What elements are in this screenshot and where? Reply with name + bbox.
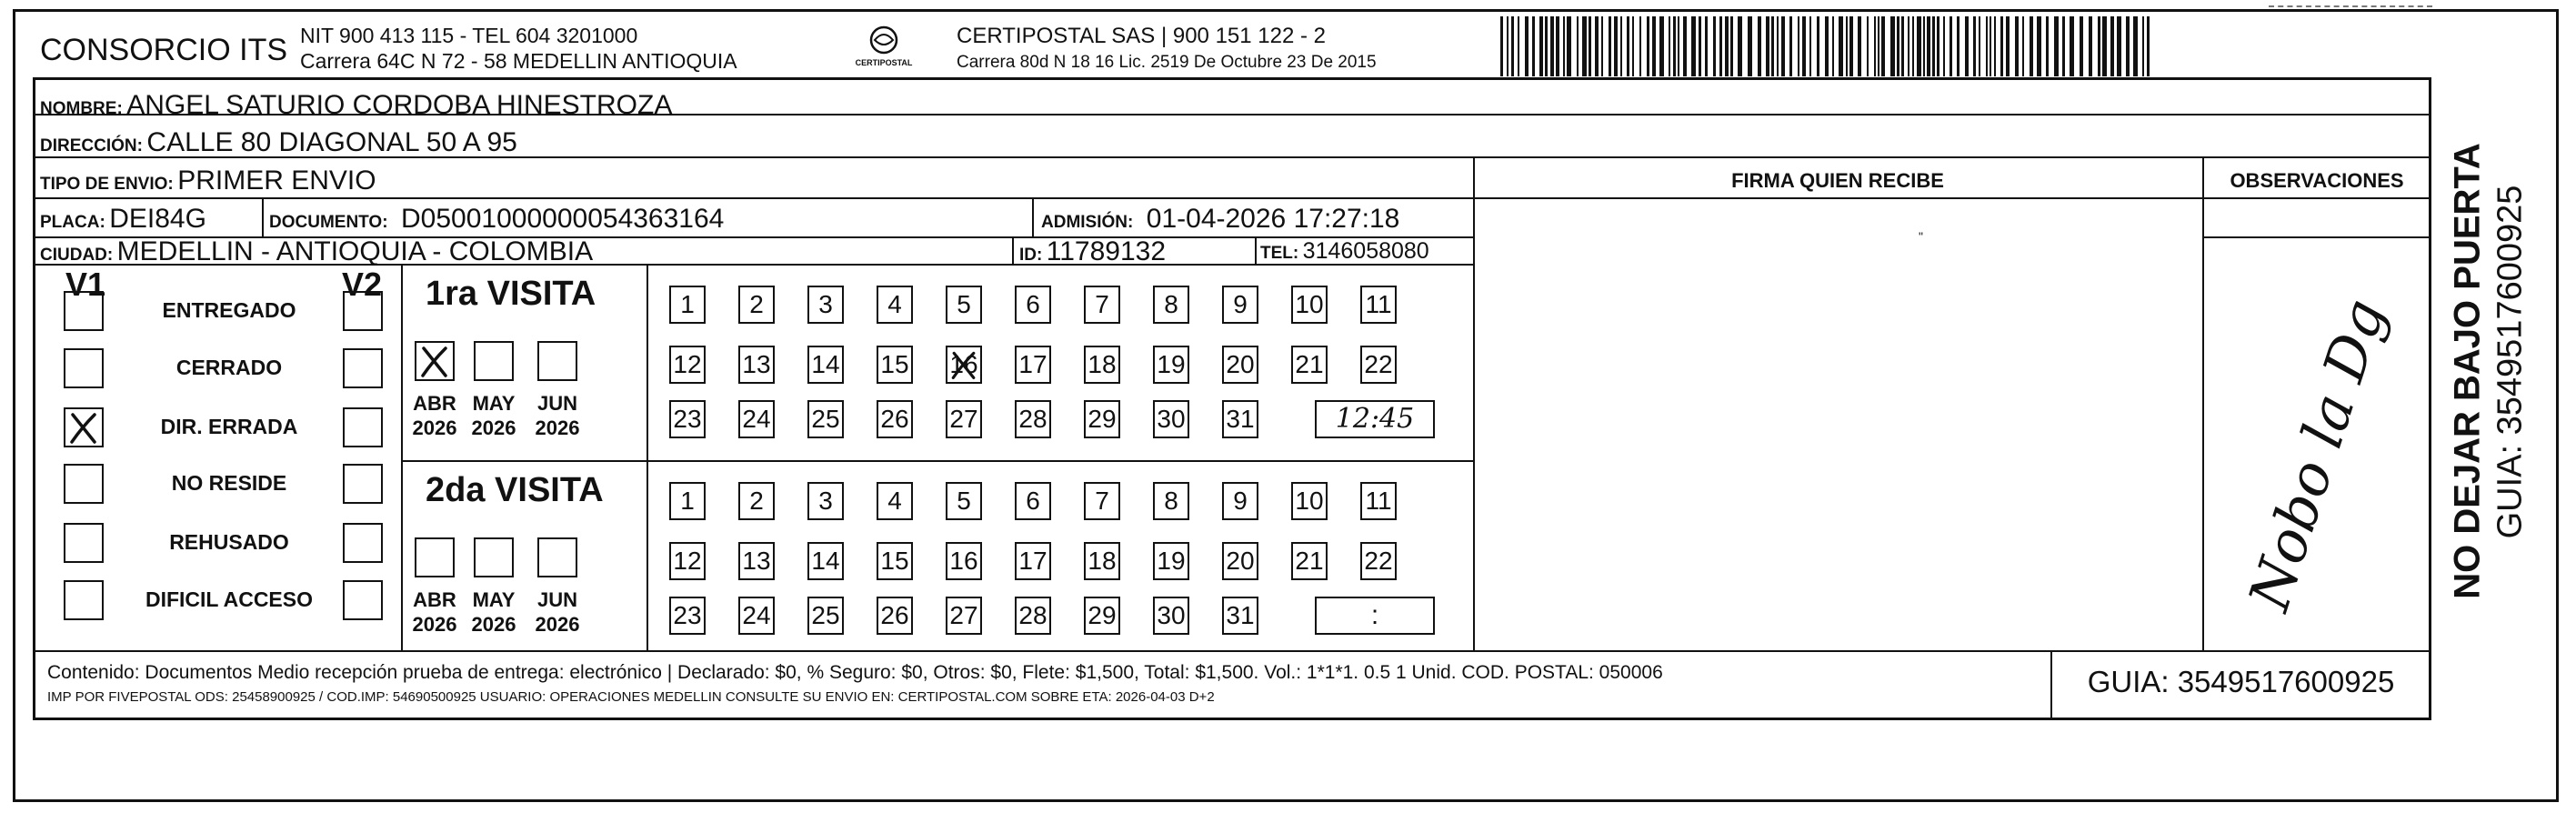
barcode-bar xyxy=(1932,16,1935,76)
barcode-bar xyxy=(1632,16,1634,76)
barcode-bar xyxy=(1647,16,1649,76)
day-box[interactable]: 16 xyxy=(946,346,982,384)
id-value: 11789132 xyxy=(1046,236,1167,266)
v2-checkbox[interactable] xyxy=(343,464,383,504)
barcode-bar xyxy=(1713,16,1716,76)
barcode-bar xyxy=(1943,16,1945,76)
month-year: 2026 xyxy=(535,417,580,439)
barcode-bar xyxy=(1738,16,1742,76)
no-dejar-bajo-puerta: NO DEJAR BAJO PUERTA xyxy=(2447,143,2488,599)
barcode-bar xyxy=(1849,16,1853,76)
day-box[interactable]: 27 xyxy=(946,400,982,438)
barcode-bar xyxy=(1994,16,1996,76)
barcode-bar xyxy=(1777,16,1779,76)
nombre-label: NOMBRE: xyxy=(40,99,123,118)
day-box[interactable]: 10 xyxy=(1291,482,1328,520)
barcode-bar xyxy=(1766,16,1769,76)
barcode-bar xyxy=(1973,16,1976,76)
v1-checkbox[interactable] xyxy=(64,523,104,563)
month-year: 2026 xyxy=(471,613,516,636)
certipostal-license: Carrera 80d N 18 16 Lic. 2519 De Octubre 23 De 2015 xyxy=(957,53,1377,72)
day-box[interactable]: 18 xyxy=(1084,542,1120,580)
day-box[interactable]: 11 xyxy=(1360,286,1397,324)
day-box[interactable]: 31 xyxy=(1222,400,1258,438)
time-box[interactable]: : xyxy=(1315,597,1435,635)
day-box[interactable]: 17 xyxy=(1015,346,1051,384)
v1-checkbox[interactable] xyxy=(64,407,104,447)
barcode-cut-line xyxy=(2269,5,2432,7)
day-box[interactable]: 20 xyxy=(1222,346,1258,384)
day-box[interactable]: 2 xyxy=(738,482,775,520)
company-name: CONSORCIO ITS xyxy=(40,33,288,67)
month-label xyxy=(465,391,523,440)
barcode-bar xyxy=(2062,16,2065,76)
barcode-bar xyxy=(1990,16,1991,76)
barcode-bar xyxy=(1950,16,1952,76)
certipostal-name: CERTIPOSTAL SAS | 900 151 122 - 2 xyxy=(957,24,1326,48)
barcode-bar xyxy=(1507,16,1509,76)
v2-checkbox[interactable] xyxy=(343,580,383,620)
barcode-bar xyxy=(1500,16,1503,76)
barcode-bar xyxy=(2147,16,2150,76)
month-year: 2026 xyxy=(412,613,457,636)
barcode-bar xyxy=(1673,16,1676,76)
barcode-bar xyxy=(2126,16,2130,76)
day-box[interactable]: 28 xyxy=(1015,597,1051,635)
documento-label: DOCUMENTO: xyxy=(269,213,388,232)
barcode-bar xyxy=(1979,16,1980,76)
barcode-bar xyxy=(2006,16,2010,76)
day-box[interactable]: 10 xyxy=(1291,286,1328,324)
barcode-bar xyxy=(1908,16,1909,76)
v1-checkbox[interactable] xyxy=(64,580,104,620)
barcode-bar xyxy=(1614,16,1618,76)
month-checkbox[interactable] xyxy=(415,537,455,577)
footer-contenido: Contenido: Documentos Medio recepción prueba de entrega: electrónico | Declarado: $0, % Seguro: $0, Otros: $0, Flete: $1,500, Total: $1,500. Vol.: 1*1*1. 0.5 1 Unid. COD. POSTAL: 050006 xyxy=(47,662,1663,683)
status-label: DIFICIL ACCESO xyxy=(145,587,313,611)
company-address: Carrera 64C N 72 - 58 MEDELLIN ANTIOQUIA xyxy=(300,49,737,73)
barcode-bar xyxy=(1678,16,1679,76)
barcode xyxy=(1500,16,2151,81)
day-box[interactable]: 18 xyxy=(1084,346,1120,384)
day-box[interactable]: 16 xyxy=(946,542,982,580)
barcode-bar xyxy=(1927,16,1930,76)
barcode-bar xyxy=(1719,16,1722,76)
day-box[interactable]: 1 xyxy=(669,286,706,324)
barcode-bar xyxy=(1525,16,1529,76)
barcode-bar xyxy=(2070,16,2074,76)
barcode-bar xyxy=(1986,16,1988,76)
status-label: ENTREGADO xyxy=(162,298,296,322)
day-box[interactable]: 11 xyxy=(1360,482,1397,520)
barcode-bar xyxy=(2037,16,2041,76)
barcode-bar xyxy=(1802,16,1806,76)
admision-value: 01-04-2026 17:27:18 xyxy=(1146,204,1400,234)
month-name: MAY xyxy=(472,588,516,611)
barcode-bar xyxy=(2046,16,2049,76)
day-box[interactable]: 26 xyxy=(877,597,913,635)
side-guia: GUIA: 3549517600925 xyxy=(2491,185,2530,539)
month-checkbox[interactable] xyxy=(474,341,514,381)
direccion-label: DIRECCIÓN: xyxy=(40,136,143,156)
barcode-bar xyxy=(1809,16,1811,76)
barcode-bar xyxy=(1567,16,1571,76)
month-label xyxy=(528,587,586,637)
barcode-bar xyxy=(1825,16,1829,76)
barcode-bar xyxy=(1563,16,1565,76)
month-name: JUN xyxy=(536,392,577,415)
barcode-bar xyxy=(1897,16,1899,76)
barcode-bar xyxy=(2015,16,2019,76)
day-box[interactable]: 8 xyxy=(1153,482,1189,520)
v2-checkbox[interactable] xyxy=(343,291,383,331)
month-checkbox[interactable] xyxy=(537,537,577,577)
v1-checkbox[interactable] xyxy=(64,464,104,504)
day-box[interactable]: 14 xyxy=(807,542,844,580)
barcode-bar xyxy=(1620,16,1622,76)
barcode-bar xyxy=(1789,16,1792,76)
barcode-bar xyxy=(1832,16,1834,76)
time-box[interactable]: 12:45 xyxy=(1315,400,1435,438)
day-box[interactable]: 26 xyxy=(877,400,913,438)
ciudad-value: MEDELLIN - ANTIOQUIA - COLOMBIA xyxy=(116,236,594,266)
month-label xyxy=(528,391,586,440)
barcode-bar xyxy=(2022,16,2024,76)
month-checkbox[interactable] xyxy=(474,537,514,577)
day-box[interactable]: 29 xyxy=(1084,597,1120,635)
visit-title: 1ra VISITA xyxy=(426,275,596,313)
day-box[interactable]: 6 xyxy=(1015,482,1051,520)
barcode-bar xyxy=(1705,16,1708,76)
footer-imp: IMP POR FIVEPOSTAL ODS: 25458900925 / COD.IMP: 54690500925 USUARIO: OPERACIONES MEDELLIN CONSULTE SU ENVIO EN: CERTIPOSTAL.COM SOBRE ETA: 2026-04-03 D+2 xyxy=(47,689,1215,705)
observation-handwriting: Nobo la Dg xyxy=(2235,291,2399,618)
day-box[interactable]: 9 xyxy=(1222,482,1258,520)
documento-value: D05001000000054363164 xyxy=(401,204,725,234)
day-box[interactable]: 24 xyxy=(738,597,775,635)
placa-value: DEI84G xyxy=(109,204,206,234)
barcode-bar xyxy=(1781,16,1785,76)
barcode-bar xyxy=(1730,16,1733,76)
day-box[interactable]: 25 xyxy=(807,597,844,635)
placa-label: PLACA: xyxy=(40,213,105,232)
day-box[interactable]: 31 xyxy=(1222,597,1258,635)
status-label: NO RESIDE xyxy=(171,471,287,495)
day-box[interactable]: 14 xyxy=(807,346,844,384)
barcode-bar xyxy=(1846,16,1848,76)
barcode-bar xyxy=(1609,16,1611,76)
id-label: ID: xyxy=(1019,246,1043,265)
barcode-bar xyxy=(1858,16,1861,76)
month-year: 2026 xyxy=(412,417,457,439)
logo-text: CERTIPOSTAL xyxy=(855,58,913,67)
barcode-bar xyxy=(1748,16,1752,76)
day-box[interactable]: 29 xyxy=(1084,400,1120,438)
barcode-bar xyxy=(1874,16,1876,76)
day-box[interactable]: 24 xyxy=(738,400,775,438)
month-checkbox[interactable] xyxy=(415,341,455,381)
v1-checkbox[interactable] xyxy=(64,348,104,388)
barcode-bar xyxy=(1601,16,1603,76)
month-year: 2026 xyxy=(471,417,516,439)
day-box[interactable]: 9 xyxy=(1222,286,1258,324)
barcode-bar xyxy=(1595,16,1599,76)
month-name: ABR xyxy=(413,392,456,415)
month-name: ABR xyxy=(413,588,456,611)
ciudad-label: CIUDAD: xyxy=(40,246,114,265)
day-box[interactable]: 20 xyxy=(1222,542,1258,580)
barcode-bar xyxy=(2089,16,2092,76)
barcode-bar xyxy=(1798,16,1799,76)
barcode-bar xyxy=(1556,16,1559,76)
month-name: MAY xyxy=(472,392,516,415)
day-box[interactable]: 17 xyxy=(1015,542,1051,580)
day-box[interactable]: 5 xyxy=(946,286,982,324)
tel-value: 3146058080 xyxy=(1302,238,1429,264)
barcode-bar xyxy=(1582,16,1587,76)
barcode-bar xyxy=(2098,16,2100,76)
barcode-bar xyxy=(2000,16,2003,76)
tipo-envio-label: TIPO DE ENVIO: xyxy=(40,175,174,194)
barcode-bar xyxy=(1937,16,1940,76)
day-box[interactable]: 4 xyxy=(877,482,913,520)
barcode-bar xyxy=(2102,16,2107,76)
v1-checkbox[interactable] xyxy=(64,291,104,331)
day-box[interactable]: 27 xyxy=(946,597,982,635)
signature-dot: " xyxy=(1919,229,1923,244)
visit-title: 2da VISITA xyxy=(426,471,604,509)
v1-label: V1 xyxy=(65,266,106,303)
barcode-bar xyxy=(1923,16,1925,76)
day-box[interactable]: 13 xyxy=(738,346,775,384)
day-box[interactable]: 15 xyxy=(877,346,913,384)
barcode-bar xyxy=(1589,16,1591,76)
day-box[interactable]: 25 xyxy=(807,400,844,438)
barcode-bar xyxy=(1912,16,1914,76)
nombre-value: ANGEL SATURIO CORDOBA HINESTROZA xyxy=(126,90,673,120)
barcode-bar xyxy=(1539,16,1543,76)
barcode-bar xyxy=(1669,16,1670,76)
day-box[interactable]: 1 xyxy=(669,482,706,520)
barcode-bar xyxy=(1890,16,1895,76)
barcode-bar xyxy=(1518,16,1519,76)
x-mark xyxy=(416,343,453,379)
status-label: CERRADO xyxy=(175,356,283,379)
barcode-bar xyxy=(1881,16,1885,76)
barcode-bar xyxy=(1901,16,1904,76)
day-box[interactable]: 7 xyxy=(1084,286,1120,324)
status-label: REHUSADO xyxy=(169,530,289,554)
day-box[interactable]: 12 xyxy=(669,542,706,580)
day-box[interactable]: 7 xyxy=(1084,482,1120,520)
barcode-bar xyxy=(2054,16,2059,76)
v2-checkbox[interactable] xyxy=(343,407,383,447)
barcode-bar xyxy=(2133,16,2138,76)
day-box[interactable]: 5 xyxy=(946,482,982,520)
admision-label: ADMISIÓN: xyxy=(1041,213,1134,232)
month-checkbox[interactable] xyxy=(537,341,577,381)
v2-label: V2 xyxy=(342,266,383,303)
day-box[interactable]: 30 xyxy=(1153,597,1189,635)
barcode-bar xyxy=(1957,16,1960,76)
barcode-bar xyxy=(2142,16,2144,76)
footer-guia: GUIA: 3549517600925 xyxy=(2087,665,2395,698)
barcode-bar xyxy=(1917,16,1921,76)
tel-label: TEL: xyxy=(1260,244,1299,263)
barcode-bar xyxy=(1532,16,1535,76)
month-label xyxy=(406,587,464,637)
day-box[interactable]: 6 xyxy=(1015,286,1051,324)
day-box[interactable]: 3 xyxy=(807,286,844,324)
barcode-bar xyxy=(1550,16,1554,76)
day-box[interactable]: 2 xyxy=(738,286,775,324)
barcode-bar xyxy=(2080,16,2083,76)
day-box[interactable]: 13 xyxy=(738,542,775,580)
x-mark xyxy=(65,409,102,446)
certipostal-logo xyxy=(855,22,913,75)
day-box[interactable]: 21 xyxy=(1291,346,1328,384)
barcode-bar xyxy=(1652,16,1656,76)
v2-checkbox[interactable] xyxy=(343,348,383,388)
company-nit-tel: NIT 900 413 115 - TEL 604 3201000 xyxy=(300,24,638,47)
direccion-value: CALLE 80 DIAGONAL 50 A 95 xyxy=(146,127,517,157)
barcode-bar xyxy=(1878,16,1879,76)
barcode-bar xyxy=(1545,16,1548,76)
barcode-bar xyxy=(1577,16,1579,76)
observaciones-header: OBSERVACIONES xyxy=(2230,169,2404,192)
barcode-bar xyxy=(1758,16,1761,76)
barcode-bar xyxy=(1965,16,1969,76)
month-label xyxy=(406,391,464,440)
day-box[interactable]: 4 xyxy=(877,286,913,324)
barcode-bar xyxy=(1699,16,1701,76)
day-box[interactable]: 12 xyxy=(669,346,706,384)
barcode-bar xyxy=(2117,16,2121,76)
barcode-bar xyxy=(1817,16,1819,76)
barcode-bar xyxy=(1725,16,1729,76)
barcode-bar xyxy=(1839,16,1843,76)
barcode-bar xyxy=(1659,16,1664,76)
day-box[interactable]: 15 xyxy=(877,542,913,580)
tipo-envio-value: PRIMER ENVIO xyxy=(177,166,376,196)
barcode-bar xyxy=(1683,16,1687,76)
day-box[interactable]: 28 xyxy=(1015,400,1051,438)
barcode-bar xyxy=(1639,16,1641,76)
day-box[interactable]: 23 xyxy=(669,597,706,635)
day-box[interactable]: 8 xyxy=(1153,286,1189,324)
barcode-bar xyxy=(1627,16,1629,76)
day-box[interactable]: 23 xyxy=(669,400,706,438)
barcode-bar xyxy=(1511,16,1514,76)
day-box[interactable]: 3 xyxy=(807,482,844,520)
barcode-bar xyxy=(2030,16,2033,76)
day-box[interactable]: 22 xyxy=(1360,346,1397,384)
day-box[interactable]: 30 xyxy=(1153,400,1189,438)
barcode-bar xyxy=(2110,16,2114,76)
day-box[interactable]: 19 xyxy=(1153,346,1189,384)
v2-checkbox[interactable] xyxy=(343,523,383,563)
barcode-bar xyxy=(1691,16,1696,76)
month-name: JUN xyxy=(536,588,577,611)
day-box[interactable]: 19 xyxy=(1153,542,1189,580)
firma-header: FIRMA QUIEN RECIBE xyxy=(1731,169,1944,192)
month-label xyxy=(465,587,523,637)
barcode-bar xyxy=(1867,16,1869,76)
barcode-bar xyxy=(1771,16,1774,76)
day-box[interactable]: 21 xyxy=(1291,542,1328,580)
x-mark xyxy=(947,347,980,382)
day-box[interactable]: 22 xyxy=(1360,542,1397,580)
status-label: DIR. ERRADA xyxy=(160,415,298,438)
month-year: 2026 xyxy=(535,613,580,636)
